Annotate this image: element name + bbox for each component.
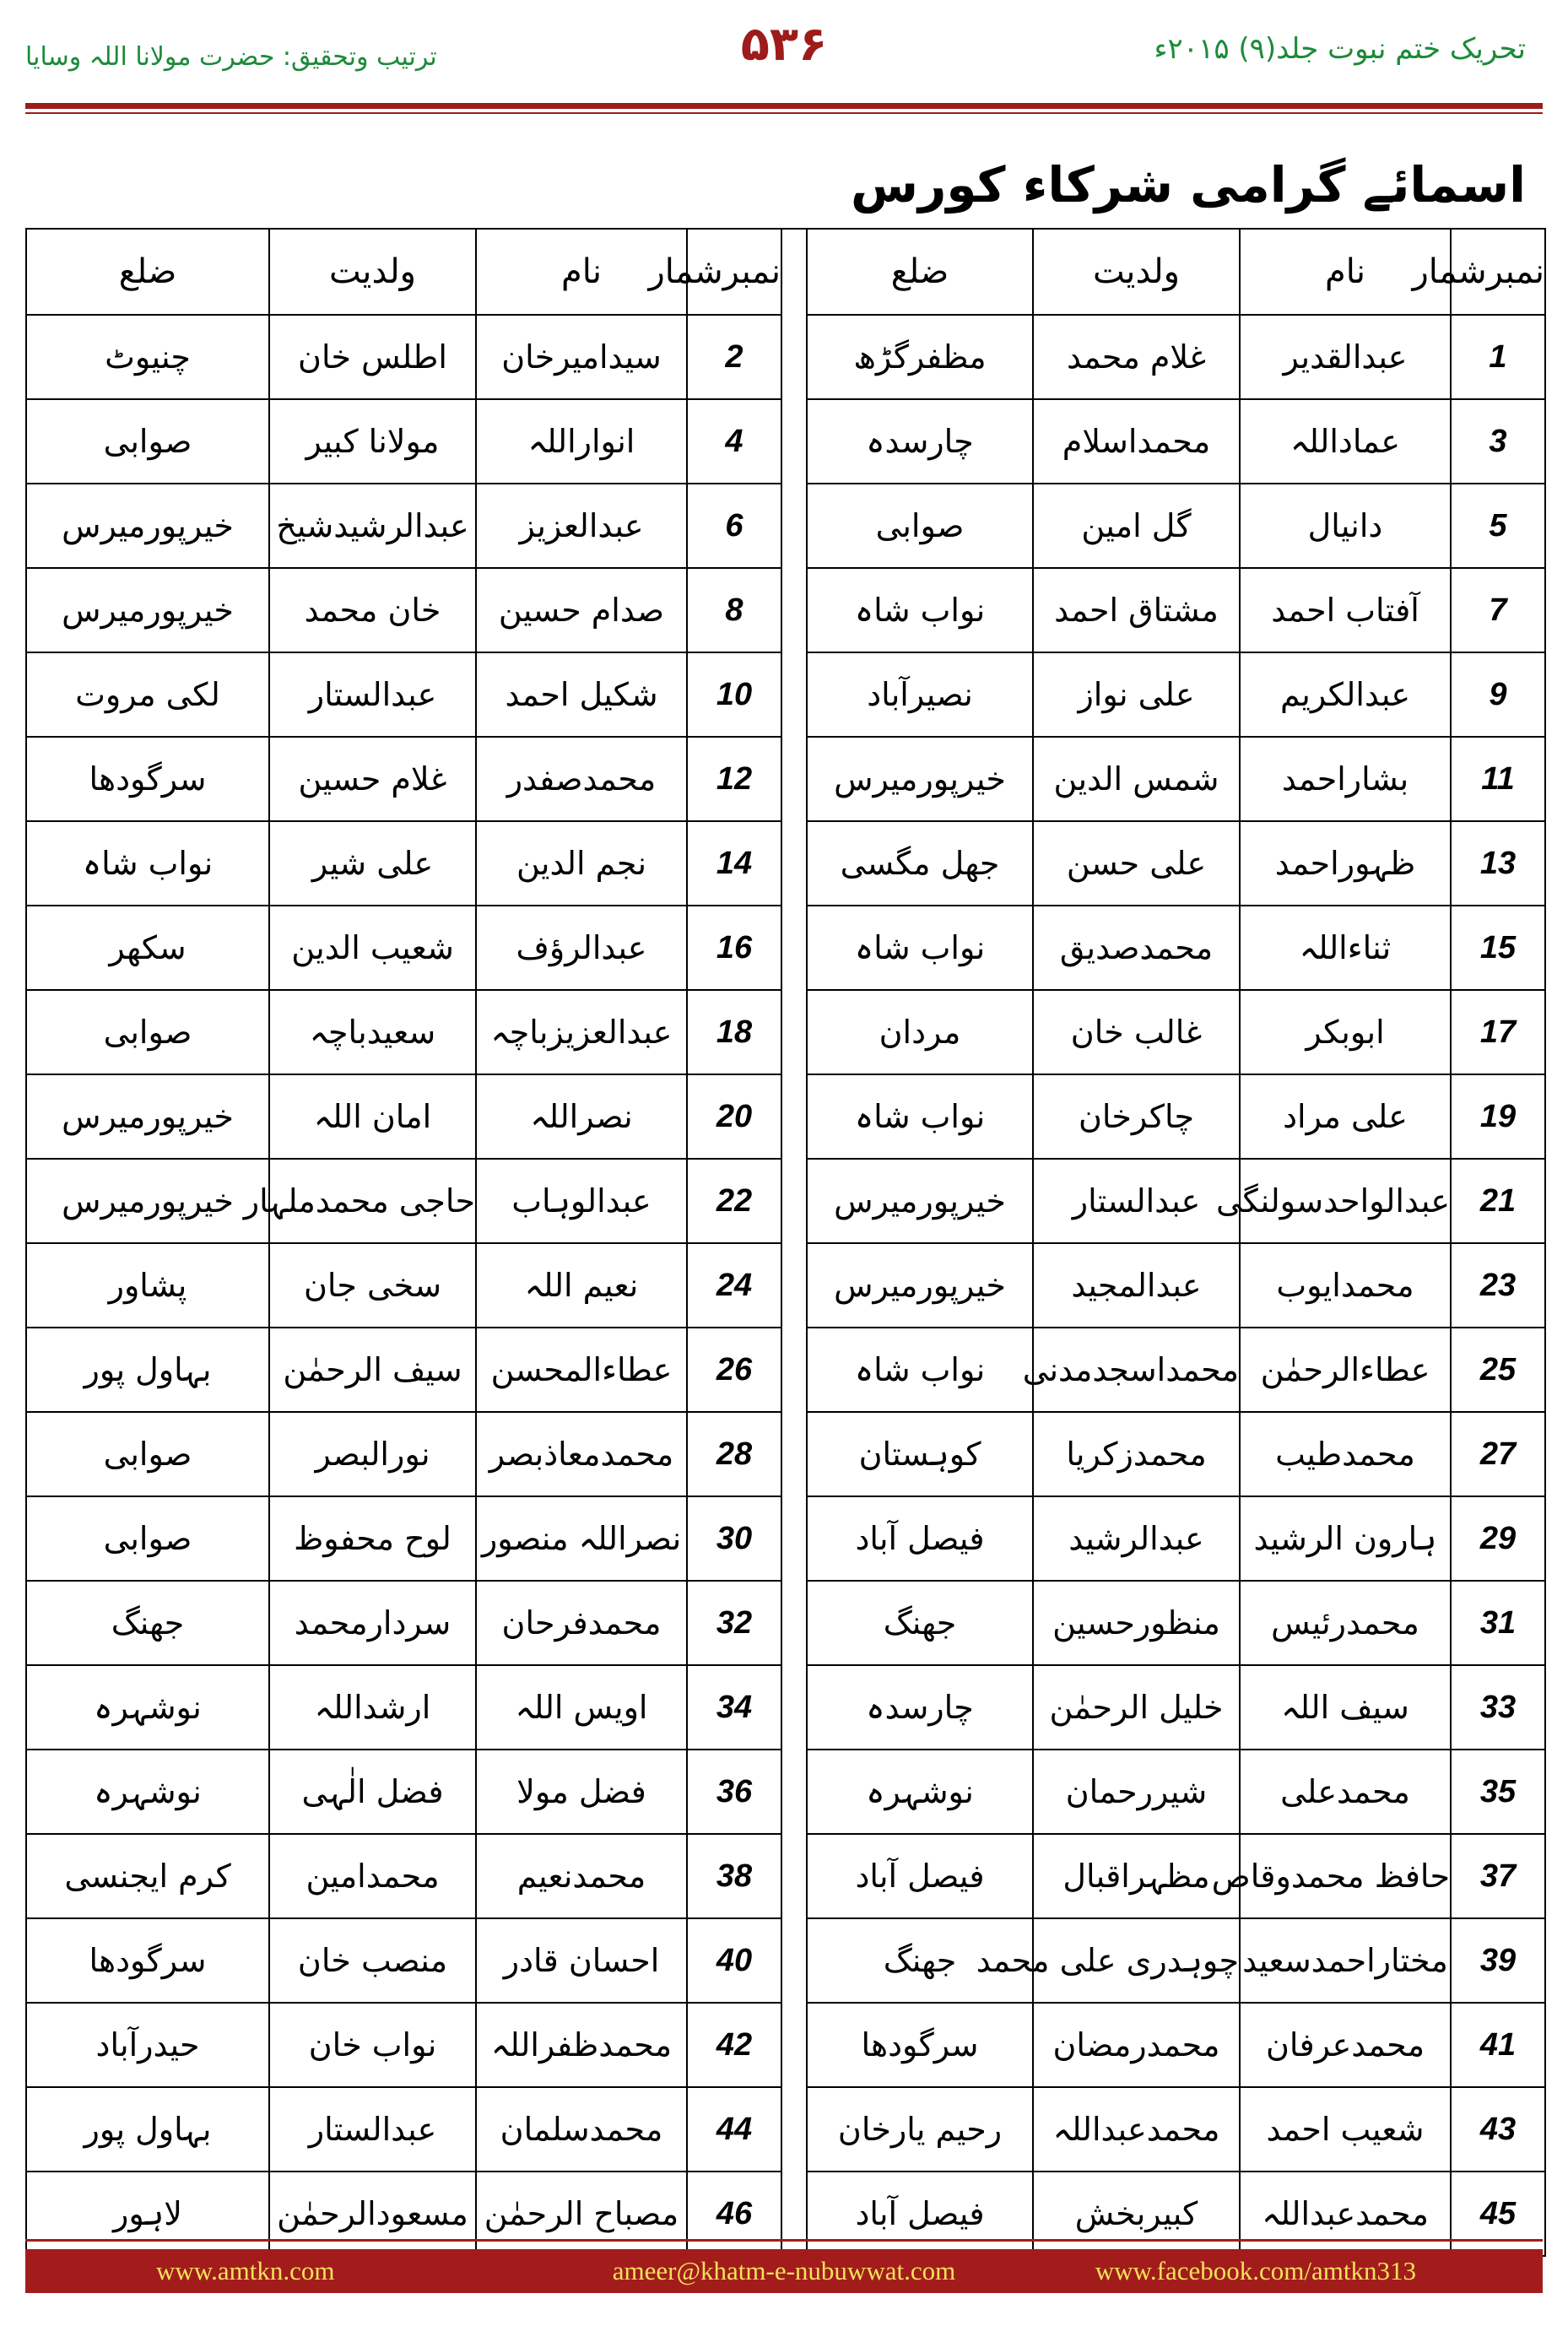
cell-parentage: عبدالرشید — [1033, 1496, 1240, 1581]
cell-parentage: علی حسن — [1033, 821, 1240, 906]
cell-district: خیرپورمیرس — [807, 737, 1033, 821]
table-row — [26, 1581, 1545, 1665]
cell-parentage: ارشداللہ — [269, 1665, 476, 1750]
cell-parentage: مشتاق احمد — [1033, 568, 1240, 652]
footer-rule — [25, 2239, 1543, 2242]
cell-parentage: عبدالستار — [269, 652, 476, 737]
participants-table — [25, 228, 1546, 2257]
cell-name: سیف اللہ — [1240, 1665, 1451, 1750]
header-district-2: ضلع — [26, 229, 269, 315]
table-body — [26, 315, 1545, 2256]
column-separator — [781, 906, 807, 990]
cell-serial: 4 — [687, 399, 781, 484]
column-separator — [781, 229, 807, 315]
cell-serial: 12 — [687, 737, 781, 821]
cell-serial: 21 — [1451, 1159, 1545, 1243]
cell-name: آفتاب احمد — [1240, 568, 1451, 652]
table-row — [26, 906, 1545, 990]
cell-district: جھل مگسی — [807, 821, 1033, 906]
cell-name: عماداللہ — [1240, 399, 1451, 484]
column-separator — [781, 2172, 807, 2256]
column-separator — [781, 652, 807, 737]
cell-name: محمدعرفان — [1240, 2003, 1451, 2087]
cell-parentage: کبیربخش — [1033, 2172, 1240, 2256]
cell-serial: 17 — [1451, 990, 1545, 1074]
header-name-2: نام — [476, 229, 687, 315]
header-district-1: ضلع — [807, 229, 1033, 315]
table-row — [26, 1159, 1545, 1243]
cell-serial: 25 — [1451, 1328, 1545, 1412]
column-separator — [781, 2003, 807, 2087]
book-title: تحریک ختم نبوت جلد(۹) ۲۰۱۵ء — [1154, 32, 1526, 66]
cell-serial: 16 — [687, 906, 781, 990]
cell-serial: 3 — [1451, 399, 1545, 484]
cell-district: فیصل آباد — [807, 2172, 1033, 2256]
cell-parentage: محمداسلام — [1033, 399, 1240, 484]
cell-name: عبدالقدیر — [1240, 315, 1451, 399]
cell-name: اویس اللہ — [476, 1665, 687, 1750]
cell-serial: 35 — [1451, 1750, 1545, 1834]
cell-serial: 40 — [687, 1918, 781, 2003]
table-row — [26, 1750, 1545, 1834]
cell-name: محمدمعاذبصر — [476, 1412, 687, 1496]
column-separator — [781, 315, 807, 399]
cell-parentage: نواب خان — [269, 2003, 476, 2087]
cell-serial: 41 — [1451, 2003, 1545, 2087]
cell-district: فیصل آباد — [807, 1496, 1033, 1581]
cell-district: صوابی — [26, 399, 269, 484]
cell-name: شعیب احمد — [1240, 2087, 1451, 2172]
table-row — [26, 568, 1545, 652]
cell-serial: 42 — [687, 2003, 781, 2087]
cell-parentage: علی شیر — [269, 821, 476, 906]
cell-district: صوابی — [807, 484, 1033, 568]
cell-district: لاہور — [26, 2172, 269, 2256]
cell-serial: 6 — [687, 484, 781, 568]
column-separator — [781, 1496, 807, 1581]
cell-parentage: شمس الدین — [1033, 737, 1240, 821]
page-header — [0, 0, 1568, 118]
table-header-row — [26, 229, 1545, 315]
cell-serial: 7 — [1451, 568, 1545, 652]
cell-district: نواب شاہ — [807, 568, 1033, 652]
cell-parentage: چوہدری علی محمد — [1033, 1918, 1240, 2003]
cell-district: خیرپورمیرس — [26, 568, 269, 652]
cell-name: محمدعلی — [1240, 1750, 1451, 1834]
table-row — [26, 1665, 1545, 1750]
column-separator — [781, 1581, 807, 1665]
column-separator — [781, 990, 807, 1074]
cell-serial: 46 — [687, 2172, 781, 2256]
cell-parentage: محمدعبداللہ — [1033, 2087, 1240, 2172]
cell-parentage: علی نواز — [1033, 652, 1240, 737]
cell-parentage: محمدامین — [269, 1834, 476, 1918]
cell-name: نصراللہ — [476, 1074, 687, 1159]
cell-district: خیرپورمیرس — [807, 1243, 1033, 1328]
cell-serial: 19 — [1451, 1074, 1545, 1159]
cell-serial: 45 — [1451, 2172, 1545, 2256]
cell-name: دانیال — [1240, 484, 1451, 568]
column-separator — [781, 821, 807, 906]
cell-parentage: سردارمحمد — [269, 1581, 476, 1665]
cell-name: ابوبکر — [1240, 990, 1451, 1074]
cell-district: نوشہرہ — [807, 1750, 1033, 1834]
table-row — [26, 1243, 1545, 1328]
cell-parentage: عبدالستار — [1033, 1159, 1240, 1243]
cell-parentage: مولانا کبیر — [269, 399, 476, 484]
cell-parentage: غالب خان — [1033, 990, 1240, 1074]
cell-serial: 15 — [1451, 906, 1545, 990]
cell-parentage: لوح محفوظ — [269, 1496, 476, 1581]
cell-district: حیدرآباد — [26, 2003, 269, 2087]
column-separator — [781, 1159, 807, 1243]
cell-district: خیرپورمیرس — [26, 1074, 269, 1159]
cell-parentage: محمدصدیق — [1033, 906, 1240, 990]
cell-parentage: منصب خان — [269, 1918, 476, 2003]
cell-name: شکیل احمد — [476, 652, 687, 737]
table-row — [26, 990, 1545, 1074]
cell-serial: 13 — [1451, 821, 1545, 906]
cell-parentage: محمداسجدمدنی — [1033, 1328, 1240, 1412]
cell-district: سرگودھا — [26, 737, 269, 821]
page-title: اسمائے گرامی شرکاء کورس — [851, 156, 1526, 214]
cell-serial: 23 — [1451, 1243, 1545, 1328]
cell-serial: 11 — [1451, 737, 1545, 821]
cell-serial: 30 — [687, 1496, 781, 1581]
cell-parentage: خان محمد — [269, 568, 476, 652]
column-separator — [781, 399, 807, 484]
cell-serial: 34 — [687, 1665, 781, 1750]
table-row — [26, 2087, 1545, 2172]
cell-name: محمدعبداللہ — [1240, 2172, 1451, 2256]
cell-name: محمدفرحان — [476, 1581, 687, 1665]
cell-serial: 22 — [687, 1159, 781, 1243]
cell-serial: 2 — [687, 315, 781, 399]
cell-name: عبدالوہاب — [476, 1159, 687, 1243]
cell-serial: 39 — [1451, 1918, 1545, 2003]
cell-district: خیرپورمیرس — [26, 1159, 269, 1243]
cell-name: بشاراحمد — [1240, 737, 1451, 821]
cell-serial: 10 — [687, 652, 781, 737]
cell-district: سرگودھا — [807, 2003, 1033, 2087]
column-separator — [781, 1665, 807, 1750]
column-separator — [781, 1918, 807, 2003]
cell-district: خیرپورمیرس — [26, 484, 269, 568]
cell-district: کرم ایجنسی — [26, 1834, 269, 1918]
table-row — [26, 1834, 1545, 1918]
header-serial-1: نمبرشمار — [1451, 229, 1545, 315]
cell-name: حافظ محمدوقاص — [1240, 1834, 1451, 1918]
cell-name: محمدایوب — [1240, 1243, 1451, 1328]
cell-serial: 32 — [687, 1581, 781, 1665]
table-row — [26, 315, 1545, 399]
cell-district: سکھر — [26, 906, 269, 990]
cell-parentage: فضل الٰہی — [269, 1750, 476, 1834]
cell-parentage: نورالبصر — [269, 1412, 476, 1496]
cell-name: نعیم اللہ — [476, 1243, 687, 1328]
column-separator — [781, 568, 807, 652]
page-footer — [25, 2249, 1543, 2293]
table-row — [26, 821, 1545, 906]
cell-name: عبدالعزیزباچہ — [476, 990, 687, 1074]
cell-parentage: محمدزکریا — [1033, 1412, 1240, 1496]
cell-district: جھنگ — [807, 1581, 1033, 1665]
cell-parentage: منظورحسین — [1033, 1581, 1240, 1665]
cell-district: چارسدہ — [807, 399, 1033, 484]
cell-parentage: امان اللہ — [269, 1074, 476, 1159]
column-separator — [781, 484, 807, 568]
cell-district: لکی مروت — [26, 652, 269, 737]
cell-name: عبدالعزیز — [476, 484, 687, 568]
cell-name: فضل مولا — [476, 1750, 687, 1834]
cell-serial: 26 — [687, 1328, 781, 1412]
column-separator — [781, 1750, 807, 1834]
cell-name: محمدنعیم — [476, 1834, 687, 1918]
page-number: ۵۳۶ — [740, 17, 828, 72]
cell-serial: 38 — [687, 1834, 781, 1918]
cell-name: ثناءاللہ — [1240, 906, 1451, 990]
cell-parentage: اطلس خان — [269, 315, 476, 399]
cell-parentage: شعیب الدین — [269, 906, 476, 990]
header-rule-thick — [25, 103, 1543, 109]
cell-district: جھنگ — [26, 1581, 269, 1665]
header-parentage-2: ولدیت — [269, 229, 476, 315]
cell-parentage: غلام حسین — [269, 737, 476, 821]
cell-parentage: حاجی محمدملہار — [269, 1159, 476, 1243]
cell-name: انواراللہ — [476, 399, 687, 484]
column-separator — [781, 1328, 807, 1412]
cell-district: نوشہرہ — [26, 1665, 269, 1750]
table-row — [26, 399, 1545, 484]
cell-parentage: سیف الرحمٰن — [269, 1328, 476, 1412]
cell-parentage: عبدالستار — [269, 2087, 476, 2172]
cell-serial: 44 — [687, 2087, 781, 2172]
cell-name: محمدظفراللہ — [476, 2003, 687, 2087]
cell-parentage: سخی جان — [269, 1243, 476, 1328]
cell-district: چارسدہ — [807, 1665, 1033, 1750]
cell-serial: 5 — [1451, 484, 1545, 568]
cell-name: سیدامیرخان — [476, 315, 687, 399]
cell-name: عطاءالمحسن — [476, 1328, 687, 1412]
cell-parentage: عبدالمجید — [1033, 1243, 1240, 1328]
cell-serial: 8 — [687, 568, 781, 652]
column-separator — [781, 1074, 807, 1159]
cell-name: عبدالرؤف — [476, 906, 687, 990]
cell-district: نواب شاہ — [807, 1074, 1033, 1159]
cell-name: نصراللہ منصور — [476, 1496, 687, 1581]
cell-district: صوابی — [26, 990, 269, 1074]
cell-serial: 29 — [1451, 1496, 1545, 1581]
cell-district: صوابی — [26, 1496, 269, 1581]
table-row — [26, 652, 1545, 737]
cell-serial: 28 — [687, 1412, 781, 1496]
table-row — [26, 1412, 1545, 1496]
cell-serial: 24 — [687, 1243, 781, 1328]
cell-district: نواب شاہ — [807, 906, 1033, 990]
cell-district: صوابی — [26, 1412, 269, 1496]
cell-parentage: گل امین — [1033, 484, 1240, 568]
cell-name: صدام حسین — [476, 568, 687, 652]
cell-district: پشاور — [26, 1243, 269, 1328]
footer-website[interactable]: www.amtkn.com — [156, 2256, 335, 2285]
cell-parentage: غلام محمد — [1033, 315, 1240, 399]
cell-name: عطاءالرحمٰن — [1240, 1328, 1451, 1412]
cell-parentage: عبدالرشیدشیخ — [269, 484, 476, 568]
cell-serial: 27 — [1451, 1412, 1545, 1496]
cell-serial: 9 — [1451, 652, 1545, 737]
column-separator — [781, 1834, 807, 1918]
cell-parentage: شیررحمان — [1033, 1750, 1240, 1834]
cell-parentage: سعیدباچہ — [269, 990, 476, 1074]
cell-serial: 36 — [687, 1750, 781, 1834]
cell-district: سرگودھا — [26, 1918, 269, 2003]
cell-district: مردان — [807, 990, 1033, 1074]
cell-name: محمدصفدر — [476, 737, 687, 821]
header-name-1: نام — [1240, 229, 1451, 315]
cell-district: بہاول پور — [26, 2087, 269, 2172]
cell-name: مصباح الرحمٰن — [476, 2172, 687, 2256]
cell-parentage: چاکرخان — [1033, 1074, 1240, 1159]
cell-name: ہارون الرشید — [1240, 1496, 1451, 1581]
cell-parentage: خلیل الرحمٰن — [1033, 1665, 1240, 1750]
cell-serial: 20 — [687, 1074, 781, 1159]
table-row — [26, 1496, 1545, 1581]
cell-name: محمدرئیس — [1240, 1581, 1451, 1665]
cell-name: نجم الدین — [476, 821, 687, 906]
table-row — [26, 737, 1545, 821]
column-separator — [781, 737, 807, 821]
compiler-credit: ترتیب وتحقیق: حضرت مولانا اللہ وسایا — [25, 42, 437, 72]
cell-parentage: محمدرمضان — [1033, 2003, 1240, 2087]
header-rule-thin — [25, 112, 1543, 114]
cell-serial: 18 — [687, 990, 781, 1074]
cell-serial: 14 — [687, 821, 781, 906]
cell-name: عبدالکریم — [1240, 652, 1451, 737]
footer-facebook[interactable]: www.facebook.com/amtkn313 — [1095, 2256, 1416, 2285]
cell-district: چنیوٹ — [26, 315, 269, 399]
cell-name: محمدسلمان — [476, 2087, 687, 2172]
cell-district: نوشہرہ — [26, 1750, 269, 1834]
cell-serial: 1 — [1451, 315, 1545, 399]
cell-district: بہاول پور — [26, 1328, 269, 1412]
cell-serial: 37 — [1451, 1834, 1545, 1918]
cell-serial: 31 — [1451, 1581, 1545, 1665]
cell-district: نصیرآباد — [807, 652, 1033, 737]
table-row — [26, 2003, 1545, 2087]
table-row — [26, 2172, 1545, 2256]
cell-district: رحیم یارخان — [807, 2087, 1033, 2172]
cell-serial: 33 — [1451, 1665, 1545, 1750]
table-row — [26, 1918, 1545, 2003]
header-parentage-1: ولدیت — [1033, 229, 1240, 315]
table-row — [26, 484, 1545, 568]
column-separator — [781, 2087, 807, 2172]
cell-name: علی مراد — [1240, 1074, 1451, 1159]
cell-name: عبدالواحدسولنگی — [1240, 1159, 1451, 1243]
cell-district: کوہستان — [807, 1412, 1033, 1496]
cell-district: خیرپورمیرس — [807, 1159, 1033, 1243]
cell-name: محمدطیب — [1240, 1412, 1451, 1496]
cell-name: مختاراحمدسعید — [1240, 1918, 1451, 2003]
table-row — [26, 1074, 1545, 1159]
header-serial-2: نمبرشمار — [687, 229, 781, 315]
cell-parentage: مظہراقبال — [1033, 1834, 1240, 1918]
cell-name: احسان قادر — [476, 1918, 687, 2003]
cell-serial: 43 — [1451, 2087, 1545, 2172]
cell-district: نواب شاہ — [807, 1328, 1033, 1412]
cell-parentage: مسعودالرحمٰن — [269, 2172, 476, 2256]
column-separator — [781, 1412, 807, 1496]
cell-district: جھنگ — [807, 1918, 1033, 2003]
footer-email[interactable]: ameer@khatm-e-nubuwwat.com — [612, 2256, 956, 2285]
table-row — [26, 1328, 1545, 1412]
cell-district: فیصل آباد — [807, 1834, 1033, 1918]
cell-district: نواب شاہ — [26, 821, 269, 906]
cell-name: ظہوراحمد — [1240, 821, 1451, 906]
cell-district: مظفرگڑھ — [807, 315, 1033, 399]
column-separator — [781, 1243, 807, 1328]
